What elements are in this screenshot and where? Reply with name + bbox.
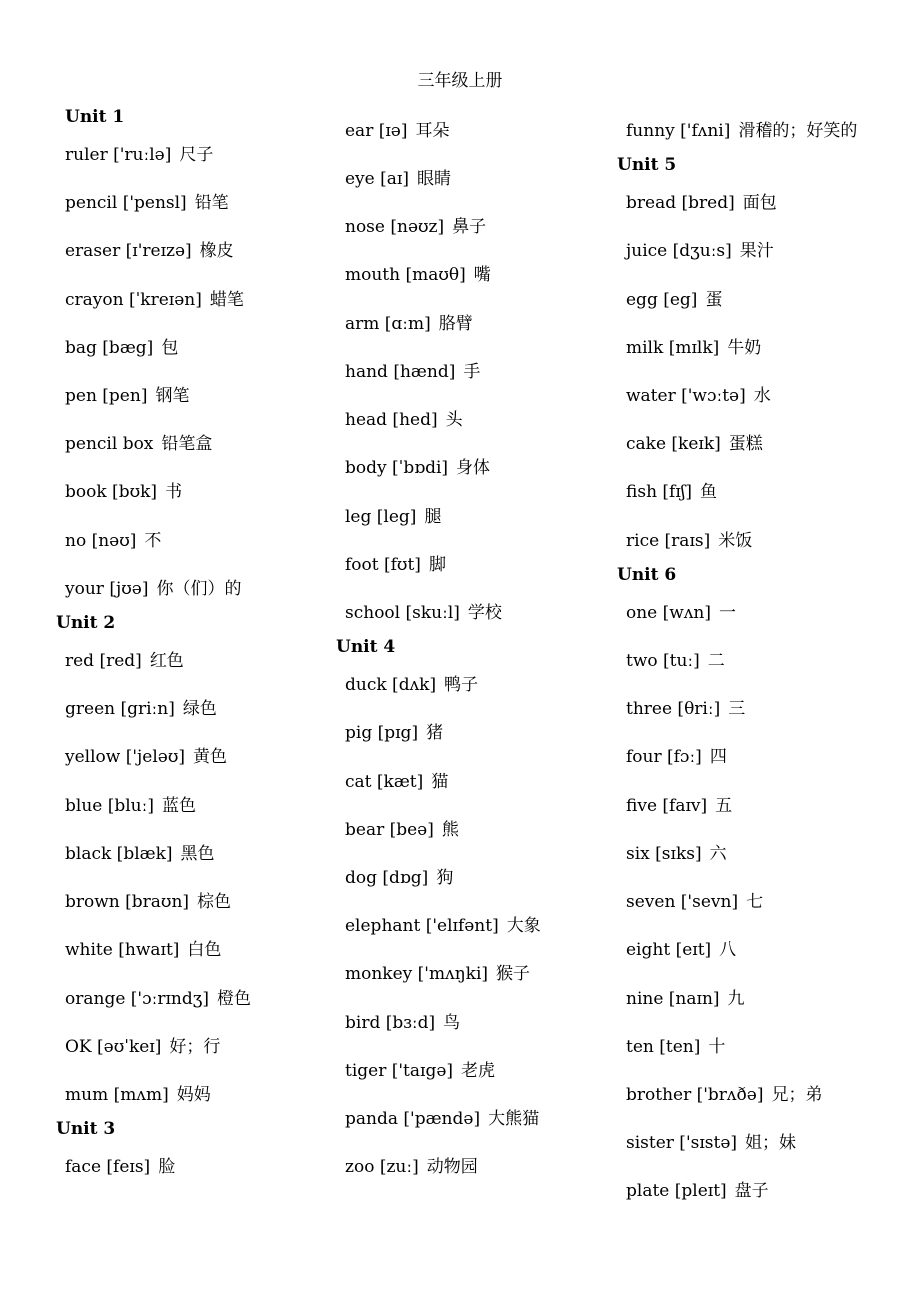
vocab-entry [65,842,215,866]
vocab-chinese: 八 [719,940,737,960]
vocab-english: green [griːn] [65,699,175,719]
vocab-entry [65,239,234,263]
vocab-entry [345,456,490,480]
vocab-entry [345,1059,495,1083]
vocab-entry [345,1155,478,1179]
vocab-english: tiger ['taɪgə] [345,1061,454,1081]
vocab-chinese: 果汁 [739,241,774,261]
vocab-english: eight [eɪt] [626,940,712,960]
vocab-english: plate [pleɪt] [626,1181,727,1201]
vocab-chinese: 钢笔 [155,386,190,406]
vocab-english: pencil ['pensl] [65,193,187,213]
vocab-entry [345,505,441,529]
vocab-entry [626,288,722,312]
vocab-chinese: 六 [709,844,727,864]
vocab-english: leg [leg] [345,507,417,527]
unit-heading: Unit 3 [56,1119,116,1139]
vocab-chinese: 蓝色 [162,796,196,816]
vocab-chinese: 大象 [506,916,541,936]
vocab-english: monkey ['mʌŋki] [345,964,489,984]
vocab-english: head [hed] [345,410,438,430]
vocab-entry [65,480,182,504]
vocab-entry [65,384,189,408]
page-title: 三年级上册 [417,71,503,91]
vocab-english: pen [pen] [65,386,148,406]
vocab-english: blue [bluː] [65,796,154,816]
vocab-english: cake [keɪk] [626,434,721,454]
vocab-entry [65,191,229,215]
vocab-chinese: 学校 [467,603,502,623]
vocab-chinese: 棕色 [197,892,232,912]
vocab-english: juice [dʒuːs] [626,241,732,261]
vocab-chinese: 十 [708,1037,726,1057]
vocab-english: eye [aɪ] [345,169,409,189]
vocab-entry [345,673,478,697]
vocab-chinese: 四 [709,747,727,767]
vocab-english: three [θriː] [626,699,721,719]
vocab-entry [345,215,486,239]
vocab-english: pig [pɪg] [345,723,419,743]
vocab-chinese: 猫 [431,772,449,792]
vocab-english: bear [beə] [345,820,434,840]
vocab-entry [65,432,212,456]
vocab-entry [65,288,244,312]
vocab-entry [345,721,443,745]
vocab-english: ear [ɪə] [345,121,408,141]
vocab-chinese: 不 [144,531,162,551]
vocab-entry [626,987,745,1011]
unit-heading: Unit 4 [336,637,396,657]
unit-heading: Unit 1 [65,107,125,127]
vocab-english: no [nəʊ] [65,531,137,551]
vocab-chinese: 妈妈 [176,1085,211,1105]
vocab-english: one [wʌn] [626,603,712,623]
vocab-entry [626,239,774,263]
vocab-english: pencil box [65,434,154,454]
vocab-entry [626,601,736,625]
vocab-entry [626,480,717,504]
vocab-english: ruler ['ruːlə] [65,145,172,165]
vocab-entry [626,938,736,962]
vocab-chinese: 白色 [187,940,222,960]
vocab-english: orange ['ɔːrɪndʒ] [65,989,209,1009]
vocab-chinese: 鸟 [443,1013,461,1033]
vocab-entry [626,649,725,673]
vocab-english: body [ˈbɒdi] [345,458,449,478]
vocab-english: five [faɪv] [626,796,708,816]
vocab-english: brother ['brʌðə] [626,1085,764,1105]
vocab-entry [626,697,745,721]
vocab-chinese: 猪 [426,723,444,743]
vocab-entry [65,1035,220,1059]
vocab-entry [626,384,771,408]
vocab-entry [345,553,446,577]
vocab-chinese: 猴子 [496,964,531,984]
vocab-chinese: 脚 [428,555,446,575]
vocab-entry [65,577,241,601]
vocab-entry [626,191,777,215]
vocab-chinese: 狗 [436,868,454,888]
vocab-chinese: 蛋 [705,290,723,310]
vocab-entry [626,1131,796,1155]
vocab-entry [345,866,453,890]
vocab-entry [626,1035,725,1059]
vocab-chinese: 胳臂 [438,314,473,334]
vocab-chinese: 绿色 [182,699,217,719]
vocab-english: eraser [ɪ'reɪzə] [65,241,192,261]
vocab-english: ten [ten] [626,1037,701,1057]
vocab-english: duck [dʌk] [345,675,437,695]
unit-heading: Unit 2 [56,613,116,633]
vocab-english: bag [bæg] [65,338,154,358]
vocab-entry [65,649,184,673]
vocab-chinese: 米饭 [718,531,753,551]
vocab-english: panda ['pændə] [345,1109,481,1129]
vocab-english: bread [bred] [626,193,735,213]
vocab-entry [345,167,451,191]
vocab-english: your [jʊə] [65,579,149,599]
vocab-chinese: 黄色 [193,747,228,767]
vocab-entry [626,119,857,143]
vocab-entry [345,601,502,625]
vocab-chinese: 腿 [424,507,442,527]
vocab-entry [65,697,217,721]
vocab-chinese: 红色 [149,651,184,671]
vocab-entry [626,745,727,769]
vocab-chinese: 尺子 [179,145,214,165]
vocab-entry [345,914,541,938]
vocab-chinese: 鼻子 [452,217,487,237]
vocab-english: school [skuːl] [345,603,460,623]
vocab-chinese: 蛋糕 [728,434,763,454]
vocab-chinese: 包 [161,338,179,358]
vocab-english: four [fɔː] [626,747,702,767]
vocab-english: zoo [zuː] [345,1157,419,1177]
vocab-english: bird [bɜːd] [345,1013,436,1033]
vocab-entry [345,962,530,986]
vocab-entry [345,770,448,794]
vocab-chinese: 橡皮 [199,241,234,261]
vocab-entry [345,360,480,384]
vocab-english: elephant ['elɪfənt] [345,916,499,936]
vocab-english: water ['wɔːtə] [626,386,746,406]
vocab-english: mouth [maʊθ] [345,265,466,285]
vocab-chinese: 黑色 [180,844,215,864]
vocab-english: fish [fɪʃ] [626,482,693,502]
vocab-chinese: 蜡笔 [209,290,244,310]
vocab-chinese: 你（们）的 [156,579,242,599]
vocab-chinese: 橙色 [216,989,251,1009]
vocab-entry [345,1107,539,1131]
vocab-entry [626,794,732,818]
vocab-entry [345,408,463,432]
vocab-chinese: 兄；弟 [771,1085,823,1105]
vocab-chinese: 面包 [742,193,777,213]
vocab-chinese: 九 [727,989,745,1009]
vocab-entry [65,745,227,769]
vocab-chinese: 五 [715,796,733,816]
vocab-chinese: 水 [753,386,771,406]
vocab-chinese: 七 [746,892,764,912]
vocab-chinese: 脸 [158,1157,176,1177]
vocab-english: two [tuː] [626,651,700,671]
vocab-chinese: 动物园 [426,1157,478,1177]
vocab-chinese: 手 [463,362,481,382]
vocab-chinese: 好；行 [169,1037,221,1057]
vocab-chinese: 嘴 [473,265,491,285]
unit-heading: Unit 6 [617,565,677,585]
vocab-english: arm [ɑːm] [345,314,431,334]
vocab-english: milk [mɪlk] [626,338,720,358]
vocab-english: seven ['sevn] [626,892,739,912]
vocab-entry [626,432,763,456]
vocab-english: mum [mʌm] [65,1085,169,1105]
vocab-english: book [bʊk] [65,482,158,502]
vocab-entry [626,529,752,553]
vocab-entry [65,794,196,818]
vocab-chinese: 牛奶 [727,338,762,358]
vocab-chinese: 鸭子 [444,675,479,695]
vocab-entry [345,263,491,287]
vocab-english: dog [dɒg] [345,868,429,888]
unit-heading: Unit 5 [617,155,677,175]
vocab-english: nine [naɪn] [626,989,720,1009]
vocab-chinese: 三 [728,699,746,719]
vocab-entry [65,1155,175,1179]
vocab-english: white [hwaɪt] [65,940,180,960]
vocab-entry [345,818,459,842]
vocab-english: foot [fʊt] [345,555,421,575]
vocab-english: funny ['fʌni] [626,121,731,141]
vocab-chinese: 大熊猫 [488,1109,540,1129]
vocab-chinese: 滑稽的；好笑的 [738,121,858,141]
vocab-entry [65,890,231,914]
vocab-entry [65,1083,211,1107]
vocab-entry [626,336,761,360]
vocab-english: hand [hænd] [345,362,456,382]
vocab-entry [65,529,161,553]
vocab-english: red [red] [65,651,142,671]
vocab-entry [626,1179,769,1203]
vocab-english: face [feɪs] [65,1157,151,1177]
vocab-english: sister ['sɪstə] [626,1133,738,1153]
vocab-english: yellow ['jeləʊ] [65,747,186,767]
vocab-english: rice [raɪs] [626,531,711,551]
vocab-entry [65,938,221,962]
vocab-chinese: 熊 [441,820,459,840]
vocab-chinese: 鱼 [700,482,718,502]
vocab-chinese: 身体 [456,458,491,478]
vocab-entry [626,890,763,914]
vocab-english: black [blæk] [65,844,173,864]
vocab-entry [65,143,213,167]
vocab-entry [345,312,473,336]
vocab-english: brown [braʊn] [65,892,190,912]
vocab-entry [626,1083,822,1107]
vocab-english: nose [nəʊz] [345,217,445,237]
vocab-english: OK [əʊˈkeɪ] [65,1037,162,1057]
vocab-chinese: 铅笔盒 [161,434,213,454]
vocab-english: crayon [ˈkreɪən] [65,290,202,310]
vocab-entry [65,336,178,360]
vocab-entry [65,987,251,1011]
vocab-chinese: 二 [707,651,725,671]
vocab-entry [345,1011,460,1035]
vocab-english: egg [eg] [626,290,698,310]
vocab-chinese: 老虎 [461,1061,496,1081]
vocab-chinese: 眼睛 [416,169,451,189]
vocab-chinese: 头 [445,410,463,430]
vocab-english: cat [kæt] [345,772,424,792]
vocab-chinese: 书 [165,482,183,502]
vocab-entry [345,119,450,143]
vocab-chinese: 一 [719,603,737,623]
vocab-english: six [sɪks] [626,844,702,864]
vocab-chinese: 姐；妹 [745,1133,797,1153]
vocab-chinese: 耳朵 [415,121,450,141]
vocab-chinese: 盘子 [734,1181,769,1201]
vocab-chinese: 铅笔 [194,193,229,213]
vocab-entry [626,842,727,866]
